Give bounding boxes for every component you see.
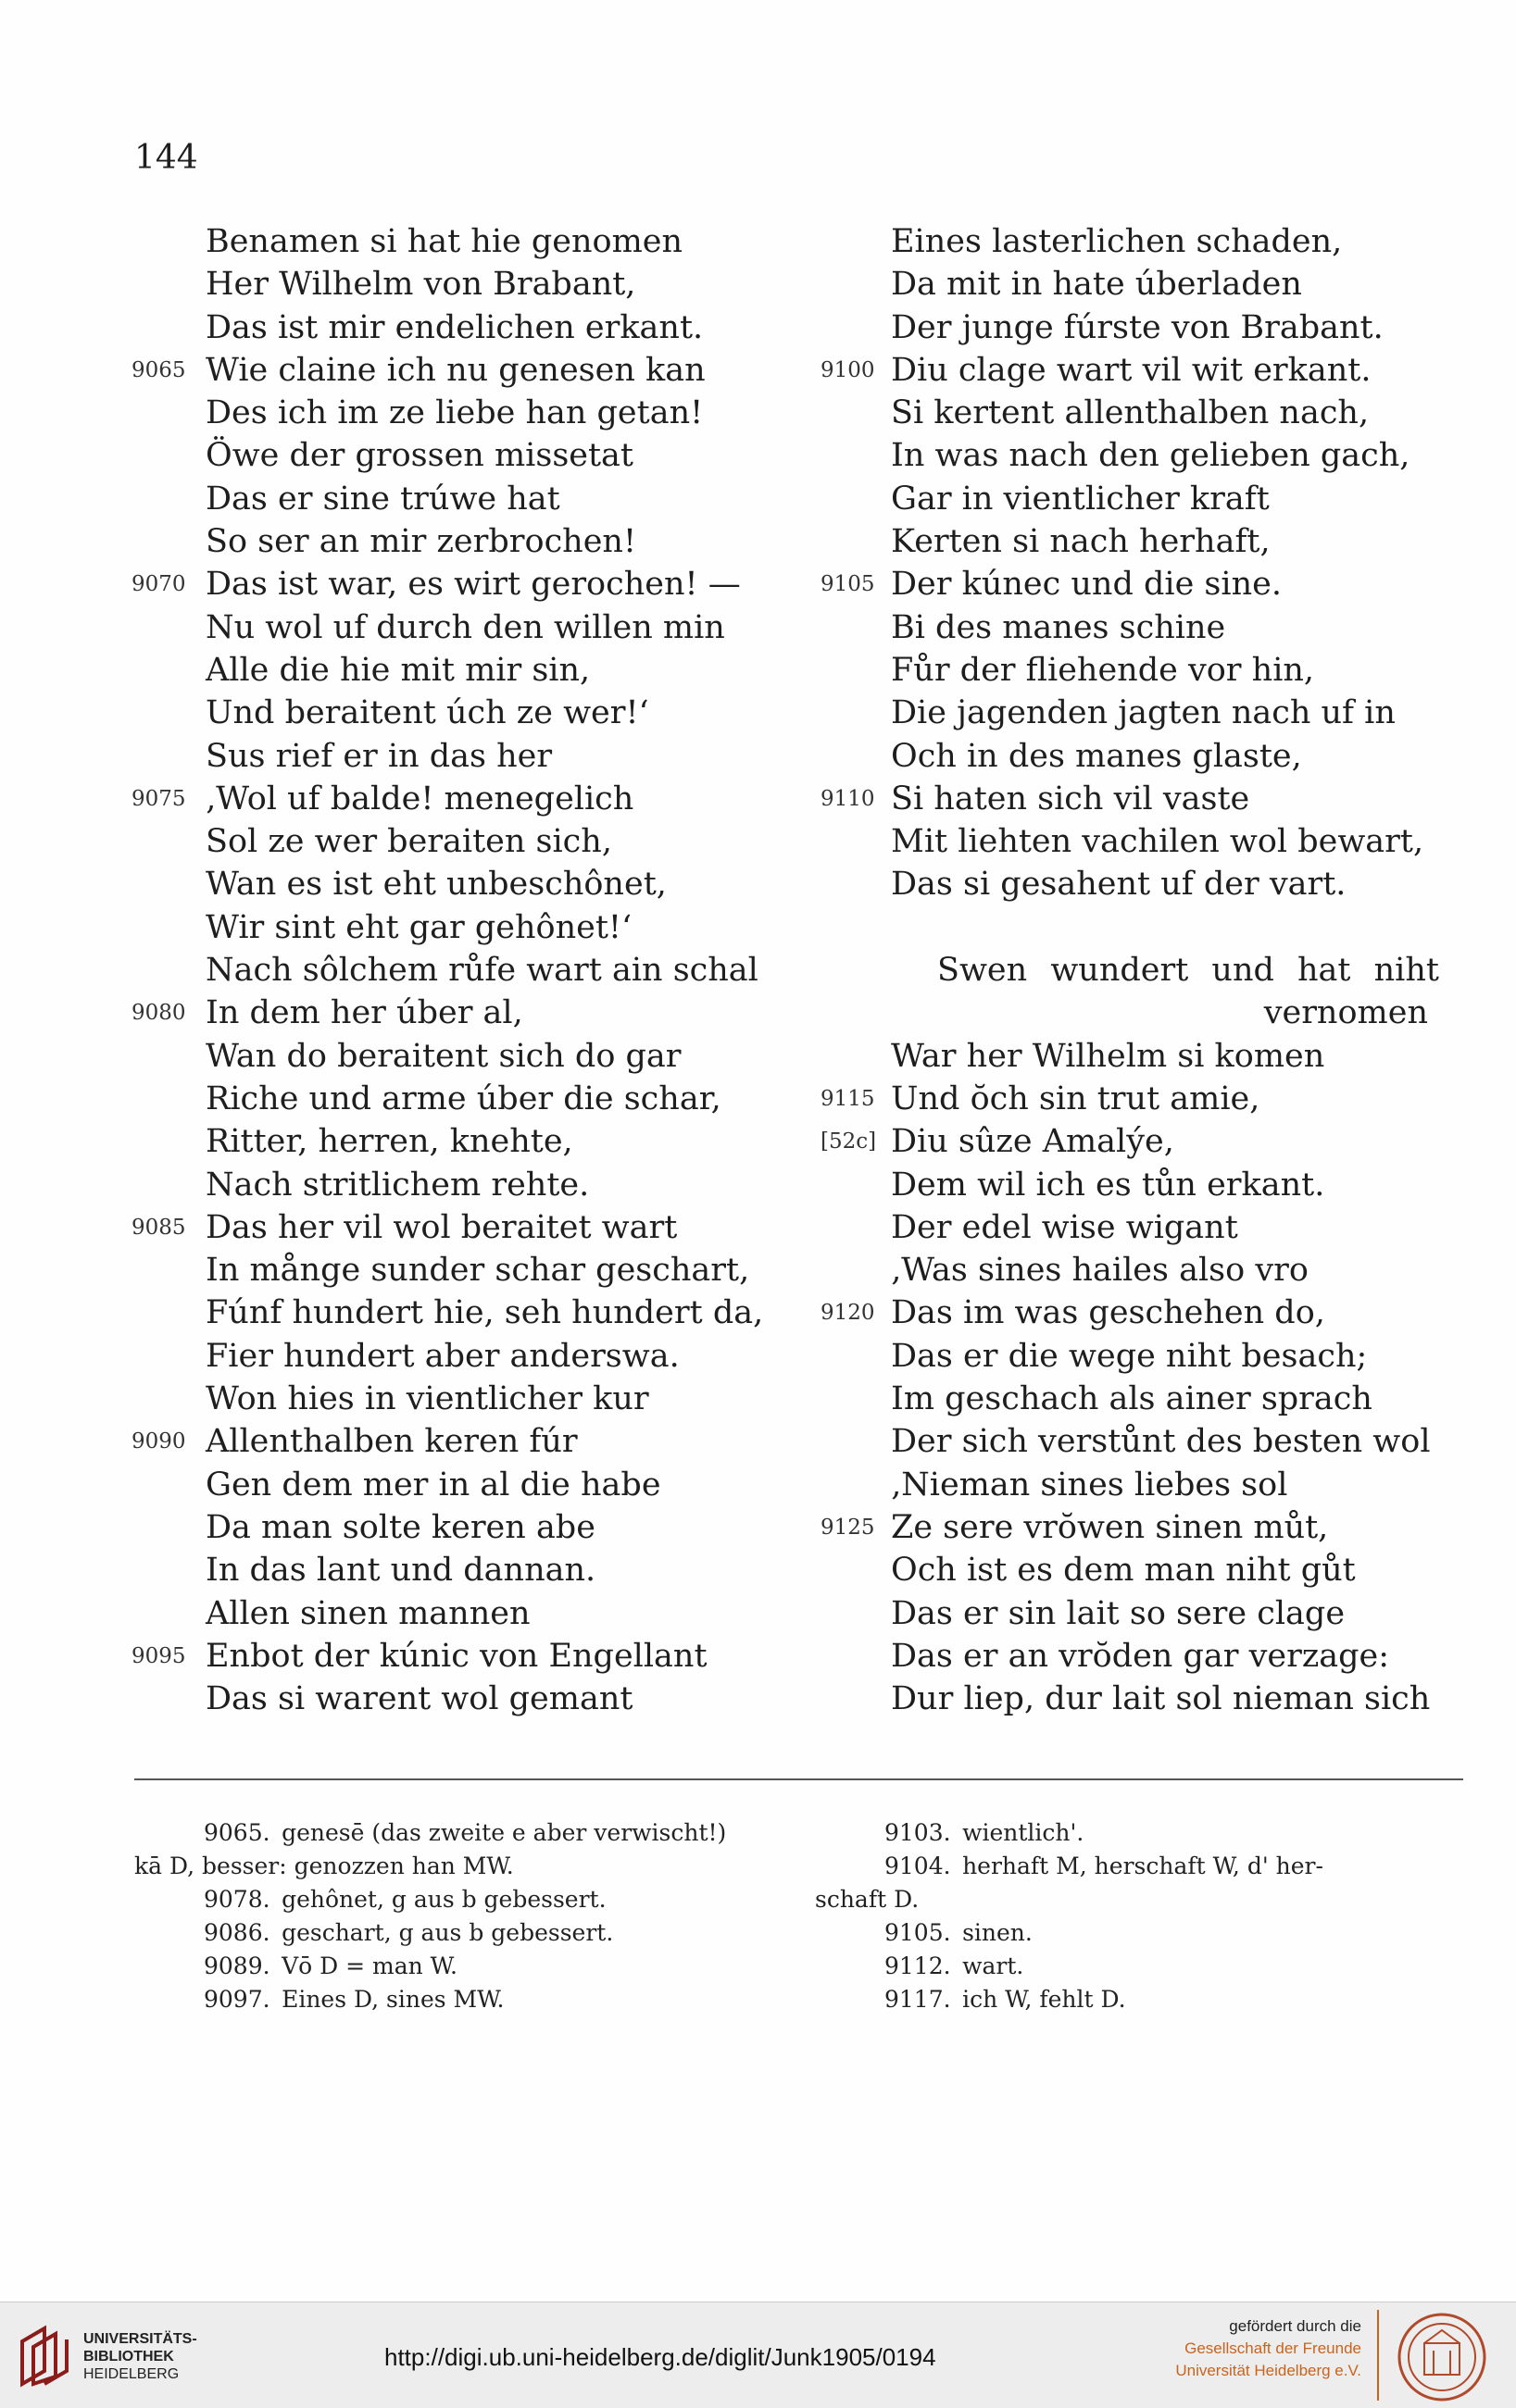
verse-text: In dem her úber al, xyxy=(206,994,523,1032)
verse-text: War her Wilhelm si komen xyxy=(891,1037,1325,1075)
line-number: 9065 xyxy=(132,357,186,382)
verse-line xyxy=(206,863,808,905)
verse-text: Das er an vrŏden gar verzage: xyxy=(891,1637,1390,1675)
line-number: 9085 xyxy=(132,1215,186,1240)
verse-text: Enbot der kúnic von Engellant xyxy=(206,1637,708,1675)
verse-text: Wan do beraitent sich do gar xyxy=(206,1037,682,1075)
footnote-text: schaft D. xyxy=(815,1886,920,1913)
footnote-number: 9117. xyxy=(884,1986,963,2013)
verse-text: Wie claine ich nu genesen kan xyxy=(206,351,706,389)
verse-line xyxy=(891,863,1493,905)
verse-text: Her Wilhelm von Brabant, xyxy=(206,266,636,304)
verse-line xyxy=(891,434,1493,477)
verse-text: Fůr der fliehende vor hin, xyxy=(891,651,1315,689)
footnote-text: Eines D, sines MW. xyxy=(282,1986,505,2013)
verse-text: Sol ze wer beraiten sich, xyxy=(206,823,612,861)
verse-line xyxy=(132,1206,808,1249)
verse-text: Wan es ist eht unbeschônet, xyxy=(206,866,667,904)
verse-text: Der junge fúrste von Brabant. xyxy=(891,308,1384,346)
verse-text: Nach sôlchem růfe wart ain schal xyxy=(206,952,758,990)
verse-text: Das er sine trúwe hat xyxy=(206,480,560,518)
footnote xyxy=(815,1883,1463,1916)
document-url-link[interactable]: http://digi.ub.uni-heidelberg.de/diglit/Junk1905/0194 xyxy=(384,2343,936,2371)
verse-text: Des ich im ze liebe han getan! xyxy=(206,394,704,432)
footnote-number: 9097. xyxy=(204,1986,282,2013)
verse-text: Bi des manes schine xyxy=(891,608,1226,646)
verse-text: Dur liep, dur lait sol nieman sich xyxy=(891,1680,1431,1718)
footnote-text: herhaft M, herschaft W, d' her- xyxy=(962,1853,1323,1879)
verse-text: Ritter, herren, knehte, xyxy=(206,1123,573,1161)
verse-text: Und beraitent úch ze wer!‘ xyxy=(206,694,649,732)
verse-text: Das ist mir endelichen erkant. xyxy=(206,308,704,346)
verse-line xyxy=(891,263,1493,306)
verse-column-right xyxy=(821,220,1493,1720)
university-seal-icon xyxy=(1397,2312,1487,2402)
verse-line xyxy=(891,1420,1493,1463)
verse-line xyxy=(132,1420,808,1463)
verse-text: Riche und arme úber die schar, xyxy=(206,1079,721,1117)
footnote-text: gehônet, g aus b gebessert. xyxy=(282,1886,607,1913)
verse-line xyxy=(206,1549,808,1591)
verse-text: Och in des manes glaste, xyxy=(891,737,1302,775)
verse-text: Won hies in vientlicher kur xyxy=(206,1380,649,1418)
line-number: 9075 xyxy=(132,786,186,811)
verse-line xyxy=(132,563,808,605)
footnote-number: 9103. xyxy=(884,1819,963,1846)
verse-line xyxy=(891,906,1493,949)
line-number: [52c] xyxy=(821,1129,877,1154)
footnote-text: geschart, g aus b gebessert. xyxy=(282,1919,614,1946)
verse-line xyxy=(206,1035,808,1078)
footnote xyxy=(134,1950,783,1983)
verse-line xyxy=(206,1678,808,1720)
verse-line xyxy=(206,220,808,263)
verse-line xyxy=(891,478,1493,520)
verse-line xyxy=(206,1335,808,1378)
verse-line xyxy=(206,649,808,692)
verse-line xyxy=(891,1635,1493,1678)
verse-text: Diu clage wart vil wit erkant. xyxy=(891,351,1372,389)
verse-text: Allen sinen mannen xyxy=(206,1594,531,1632)
page-number: 144 xyxy=(134,139,198,177)
verse-text: Swen wundert und hat niht xyxy=(937,952,1439,990)
line-number: 9105 xyxy=(821,572,875,597)
footnote xyxy=(815,1916,1463,1950)
verse-text: Wir sint eht gar gehônet!‘ xyxy=(206,908,633,946)
verse-text: Och ist es dem man niht gůt xyxy=(891,1552,1356,1590)
verse-line xyxy=(206,906,808,949)
library-logo-icon xyxy=(17,2323,74,2388)
verse-text: So ser an mir zerbrochen! xyxy=(206,523,637,561)
verse-text: Das si warent wol gemant xyxy=(206,1680,633,1718)
verse-line xyxy=(891,1164,1493,1206)
verse-text: Allenthalben keren fúr xyxy=(206,1423,578,1461)
verse-line xyxy=(132,1635,808,1678)
library-logo[interactable] xyxy=(17,2321,211,2395)
verse-text: Sus rief er in das her xyxy=(206,737,553,775)
verse-text: ‚Nieman sines liebes sol xyxy=(891,1466,1288,1503)
line-number: 9115 xyxy=(821,1086,875,1111)
footnote xyxy=(815,1950,1463,1983)
footnote xyxy=(134,1883,783,1916)
verse-line xyxy=(821,1120,1493,1163)
verse-text: ‚Wol uf balde! menegelich xyxy=(206,780,634,817)
sponsor-org-line1: Gesellschaft der Freunde xyxy=(1184,2339,1361,2357)
footnote-number: 9065. xyxy=(204,1819,282,1846)
sponsor-block[interactable] xyxy=(1148,2315,1361,2382)
verse-text: vernomen xyxy=(1263,994,1428,1032)
verse-line xyxy=(206,434,808,477)
sponsor-org-line2: Universität Heidelberg e.V. xyxy=(1175,2362,1361,2379)
verse-line xyxy=(206,1164,808,1206)
footnote-number: 9105. xyxy=(884,1919,963,1946)
footnote-divider xyxy=(134,1778,1463,1780)
verse-text: Da man solte keren abe xyxy=(206,1508,595,1546)
verse-text: ‚Was sines hailes also vro xyxy=(891,1252,1309,1290)
verse-text: Diu sûze Amalýe, xyxy=(891,1123,1174,1161)
library-name-line2: BIBLIOTHEK xyxy=(83,2349,174,2364)
footnote xyxy=(134,1850,783,1883)
verse-line xyxy=(821,778,1493,820)
line-number: 9095 xyxy=(132,1643,186,1668)
verse-line xyxy=(891,692,1493,734)
verse-line xyxy=(891,1549,1493,1591)
line-number: 9070 xyxy=(132,572,186,597)
verse-text: Fúnf hundert hie, seh hundert da, xyxy=(206,1294,764,1332)
verse-line xyxy=(891,949,1493,992)
verse-text: Si haten sich vil vaste xyxy=(891,780,1250,817)
verse-line xyxy=(206,263,808,306)
verse-text: Nach stritlichem rehte. xyxy=(206,1166,590,1204)
verse-line xyxy=(891,649,1493,692)
footnote-text: sinen. xyxy=(962,1919,1033,1946)
verse-line xyxy=(891,520,1493,563)
line-number: 9120 xyxy=(821,1301,875,1326)
verse-text: Der sich verstůnt des besten wol xyxy=(891,1423,1431,1461)
verse-line xyxy=(891,1592,1493,1635)
library-name-line1: UNIVERSITÄTS- xyxy=(83,2331,197,2347)
verse-line xyxy=(206,392,808,434)
verse-text: Kerten si nach herhaft, xyxy=(891,523,1271,561)
footnote-text: wart. xyxy=(962,1953,1024,1979)
verse-line xyxy=(206,1078,808,1120)
verse-text: Benamen si hat hie genomen xyxy=(206,223,683,260)
verse-text: Öwe der grossen missetat xyxy=(206,437,633,475)
verse-line xyxy=(891,1206,1493,1249)
verse-line xyxy=(891,1378,1493,1420)
verse-line xyxy=(132,992,808,1034)
verse-line xyxy=(891,1678,1493,1720)
verse-column-left xyxy=(132,220,808,1720)
footnotes-left xyxy=(134,1816,783,2016)
verse-line xyxy=(891,1464,1493,1506)
line-number: 9080 xyxy=(132,1001,186,1026)
verse-line xyxy=(821,563,1493,605)
verse-line xyxy=(132,778,808,820)
verse-text: Mit liehten vachilen wol bewart, xyxy=(891,823,1424,861)
footnote-number: 9086. xyxy=(204,1919,282,1946)
footnote xyxy=(815,1850,1463,1883)
verse-line xyxy=(891,392,1493,434)
verse-text: Die jagenden jagten nach uf in xyxy=(891,694,1396,732)
verse-line xyxy=(891,1249,1493,1291)
verse-text: In månge sunder schar geschart, xyxy=(206,1252,750,1290)
verse-line xyxy=(206,1249,808,1291)
verse-line xyxy=(891,306,1493,349)
footnote-text: kā D, besser: genozzen han MW. xyxy=(134,1853,514,1879)
verse-line xyxy=(206,1378,808,1420)
verse-text: Das si gesahent uf der vart. xyxy=(891,866,1347,904)
footnote-text: wientlich'. xyxy=(962,1819,1084,1846)
verse-text: Nu wol uf durch den willen min xyxy=(206,608,725,646)
line-number: 9125 xyxy=(821,1515,875,1540)
verse-line xyxy=(891,1335,1493,1378)
verse-line xyxy=(821,1078,1493,1120)
verse-text: Alle die hie mit mir sin, xyxy=(206,651,591,689)
verse-text: In das lant und dannan. xyxy=(206,1552,596,1590)
verse-line xyxy=(132,349,808,392)
verse-line xyxy=(206,606,808,649)
footnote-text: genesē (das zweite e aber verwischt!) xyxy=(282,1819,727,1846)
verse-line xyxy=(891,735,1493,778)
verse-text: Dem wil ich es tůn erkant. xyxy=(891,1166,1325,1204)
footnote-text: ich W, fehlt D. xyxy=(962,1986,1126,2013)
verse-text: Das er die wege niht besach; xyxy=(891,1337,1368,1375)
sponsor-divider xyxy=(1377,2310,1379,2401)
footnote-number: 9104. xyxy=(884,1853,963,1879)
verse-line xyxy=(206,1506,808,1549)
verse-text: Das er sin lait so sere clage xyxy=(891,1594,1346,1632)
verse-text: Eines lasterlichen schaden, xyxy=(891,223,1343,260)
verse-line xyxy=(891,606,1493,649)
line-number: 9100 xyxy=(821,357,875,382)
verse-line xyxy=(206,820,808,863)
verse-line xyxy=(206,949,808,992)
verse-text: Fier hundert aber anderswa. xyxy=(206,1337,680,1375)
verse-line xyxy=(206,1291,808,1334)
footnote-number: 9112. xyxy=(884,1953,963,1979)
verse-line xyxy=(891,992,1493,1034)
library-name-line3: HEIDELBERG xyxy=(83,2366,180,2382)
sponsor-caption: gefördert durch die xyxy=(1229,2317,1361,2335)
verse-line xyxy=(891,220,1493,263)
footer-bar xyxy=(0,2302,1516,2408)
footnote-number: 9089. xyxy=(204,1953,282,1979)
line-number: 9090 xyxy=(132,1429,186,1454)
verse-text: Das ist war, es wirt gerochen! — xyxy=(206,566,741,604)
verse-line xyxy=(821,1506,1493,1549)
line-number: 9110 xyxy=(821,786,875,811)
verse-line xyxy=(821,349,1493,392)
verse-text: Der edel wise wigant xyxy=(891,1208,1238,1246)
verse-line xyxy=(206,1120,808,1163)
verse-line xyxy=(891,1035,1493,1078)
verse-line xyxy=(206,1592,808,1635)
verse-text: Da mit in hate úberladen xyxy=(891,266,1302,304)
footnote xyxy=(815,1816,1463,1850)
verse-line xyxy=(206,520,808,563)
footnote xyxy=(815,1983,1463,2016)
footnote xyxy=(134,1983,783,2016)
verse-text: Der kúnec und die sine. xyxy=(891,566,1282,604)
verse-line xyxy=(821,1291,1493,1334)
verse-line xyxy=(206,735,808,778)
verse-line xyxy=(206,1464,808,1506)
footnote-text: Vō D = man W. xyxy=(282,1953,457,1979)
verse-text: Ze sere vrŏwen sinen můt, xyxy=(891,1508,1329,1546)
footnotes-right xyxy=(815,1816,1463,2016)
verse-line xyxy=(891,820,1493,863)
verse-text: Im geschach als ainer sprach xyxy=(891,1380,1372,1418)
verse-text: Das her vil wol beraitet wart xyxy=(206,1208,678,1246)
footnote-number: 9078. xyxy=(204,1886,282,1913)
verse-text: Si kertent allenthalben nach, xyxy=(891,394,1370,432)
verse-text: Gen dem mer in al die habe xyxy=(206,1466,661,1503)
verse-line xyxy=(206,692,808,734)
verse-line xyxy=(206,478,808,520)
verse-line xyxy=(206,306,808,349)
verse-text: Das im was geschehen do, xyxy=(891,1294,1325,1332)
verse-text: Gar in vientlicher kraft xyxy=(891,480,1270,518)
verse-text: Und ŏch sin trut amie, xyxy=(891,1079,1260,1117)
footnote xyxy=(134,1816,783,1850)
verse-text: In was nach den gelieben gach, xyxy=(891,437,1410,475)
footnote xyxy=(134,1916,783,1950)
